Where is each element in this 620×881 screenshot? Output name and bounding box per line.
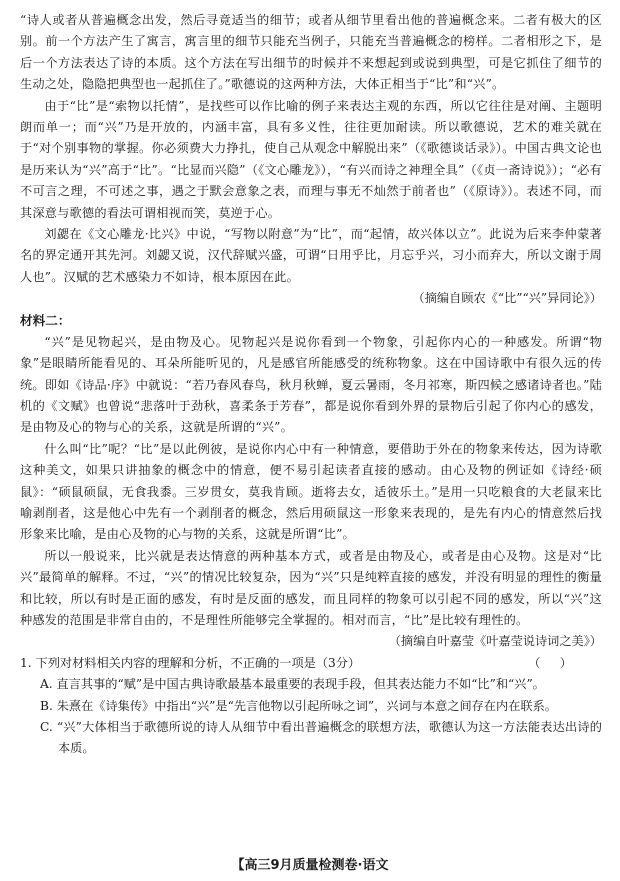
option-a: A. 直言其事的“赋”是中国古典诗歌最基本最重要的表现手段，但其表达能力不如“比”和“兴”。 xyxy=(40,677,545,692)
passage-paragraph-1: “诗人或者从普遍概念出发，然后寻竟适当的细节；或者从细节里看出他的普遍概念来。二者有极大的区别。前一个方法产生了寓言，寓言里的细节只能充当例子，只能充当普遍概念的榜样。二者相形之下，是后一个方法表达了诗的本质。这个方法在写出细节的时候并不来想起到或说到典型，可是它抓住了细节的生动之处，隐隐把典型也一起抓住了。”歌德说的这两种方法，大体正相当于“比”和“兴”。 xyxy=(20,13,602,92)
passage-source-1: （摘编自顾农《“比”“兴”异同论》） xyxy=(412,291,602,306)
question-1-stem xyxy=(20,653,602,674)
passage-paragraph-4: “兴”是见物起兴，是由物及心。见物起兴是说你看到一个物象，引起你内心的一种感发。所谓“物象”是眼睛所能看见的、耳朵所能听见的，凡是感官所能感受的统称物象。这在中国诗歌中有很久远的传统。即如《诗品·序》中就说：“若乃春风春鸟，秋月秋蝉，夏云暑雨，冬月祁寒，斯四候之感诸诗者也。”陆机的《文赋》也曾说“悲落叶于劲秋，喜柔条于芳春”，都是说你看到外界的景物后引起了你内心的感发，是由物及心的物与心的关系，这就是所谓的“兴”。 xyxy=(20,334,602,435)
page-footer: 【高三9月质量检测卷·语文 xyxy=(231,858,389,873)
answer-blank: （ ） xyxy=(528,655,572,670)
option-c: C. “兴”大体相当于歌德所说的诗人从细节中看出普遍概念的联想方法，歌德认为这一方法能表达出诗的本质。 xyxy=(40,720,602,756)
passage-paragraph-3: 刘勰在《文心雕龙·比兴》中说，“写物以附意”为“比”，而“起情，故兴体以立”。此说为后来李仲蒙著名的界定通开其先河。刘勰又说，汉代辞赋兴盛，可谓“日用乎比，月忘乎兴，习小而弃大，所以文谢于周人也”。汉赋的艺术感染力不如诗，根本原因在此。 xyxy=(20,227,602,284)
material-two-heading: 材料二： xyxy=(20,312,71,328)
passage-paragraph-6: 所以一般说来，比兴就是表达情意的两种基本方式，或者是由物及心，或者是由心及物。这是对“比兴”最简单的解释。不过，“兴”的情况比较复杂，因为“兴”只是纯粹直接的感发，并没有明显的理性的衡量和比较，所以有时是正面的感发，有时是反面的感发，而且同样的物象可以引起不同的感发，所以“兴”这种感发的范围是非常自由的，不是理性所能够完全掌握的。相对而言，“比”是比较有理性的。 xyxy=(20,548,602,627)
question-1-text: 1. 下列对材料相关内容的理解和分析，不正确的一项是（3分） xyxy=(20,655,361,670)
exam-page xyxy=(20,10,602,760)
option-b: B. 朱熹在《诗集传》中指出“兴”是“先言他物以引起所咏之词”，兴词与本意之间存在内在联系。 xyxy=(40,698,557,713)
passage-paragraph-5: 什么叫“比”呢？“比”是以此例彼，是说你内心中有一种情意，要借助于外在的物象来传达，因为诗歌这种美文，如果只讲抽象的概念中的情意，便不易引起读者直接的感动。由心及物的例证如《诗经·硕鼠》：“硕鼠硕鼠，无食我黍。三岁贯女，莫我肯顾。逝将去女，适彼乐土。”是用一只吃粮食的大老鼠来比喻剥削者，这是他心中先有一个剥削者的概念，然后用硕鼠这一形象来表现的，是先有内心的情意然后找形象来比喻，是由心及物的心与物的关系，这就是所谓“比”。 xyxy=(20,441,602,542)
passage-paragraph-2: 由于“比”是“索物以托情”，是找些可以作比喻的例子来表达主观的东西，所以它往往是对阐、主题明朗而单一；而“兴”乃是开放的，内涵丰富，具有多义性，往往更加耐读。所以歌德说，艺术的难关就在于“对个别事物的掌握。你必须费大力挣扎，使自己从观念中解脱出来”（《歌德谈话录》）。中国古典文论也是历来认为“兴”高于“比”。“比显而兴隐”（《文心雕龙》），“有兴而诗之神理全具”（《贞一斋诗说》）；“必有不可言之理，不可述之事，遇之于默会意象之表，而理与事无不灿然于前者也”（《原诗》）。表述不同，而其深意与歌德的看法可谓相视而笑，莫逆于心。 xyxy=(20,98,602,220)
passage-source-2: （摘编自叶嘉莹《叶嘉莹说诗词之美》） xyxy=(388,634,602,649)
